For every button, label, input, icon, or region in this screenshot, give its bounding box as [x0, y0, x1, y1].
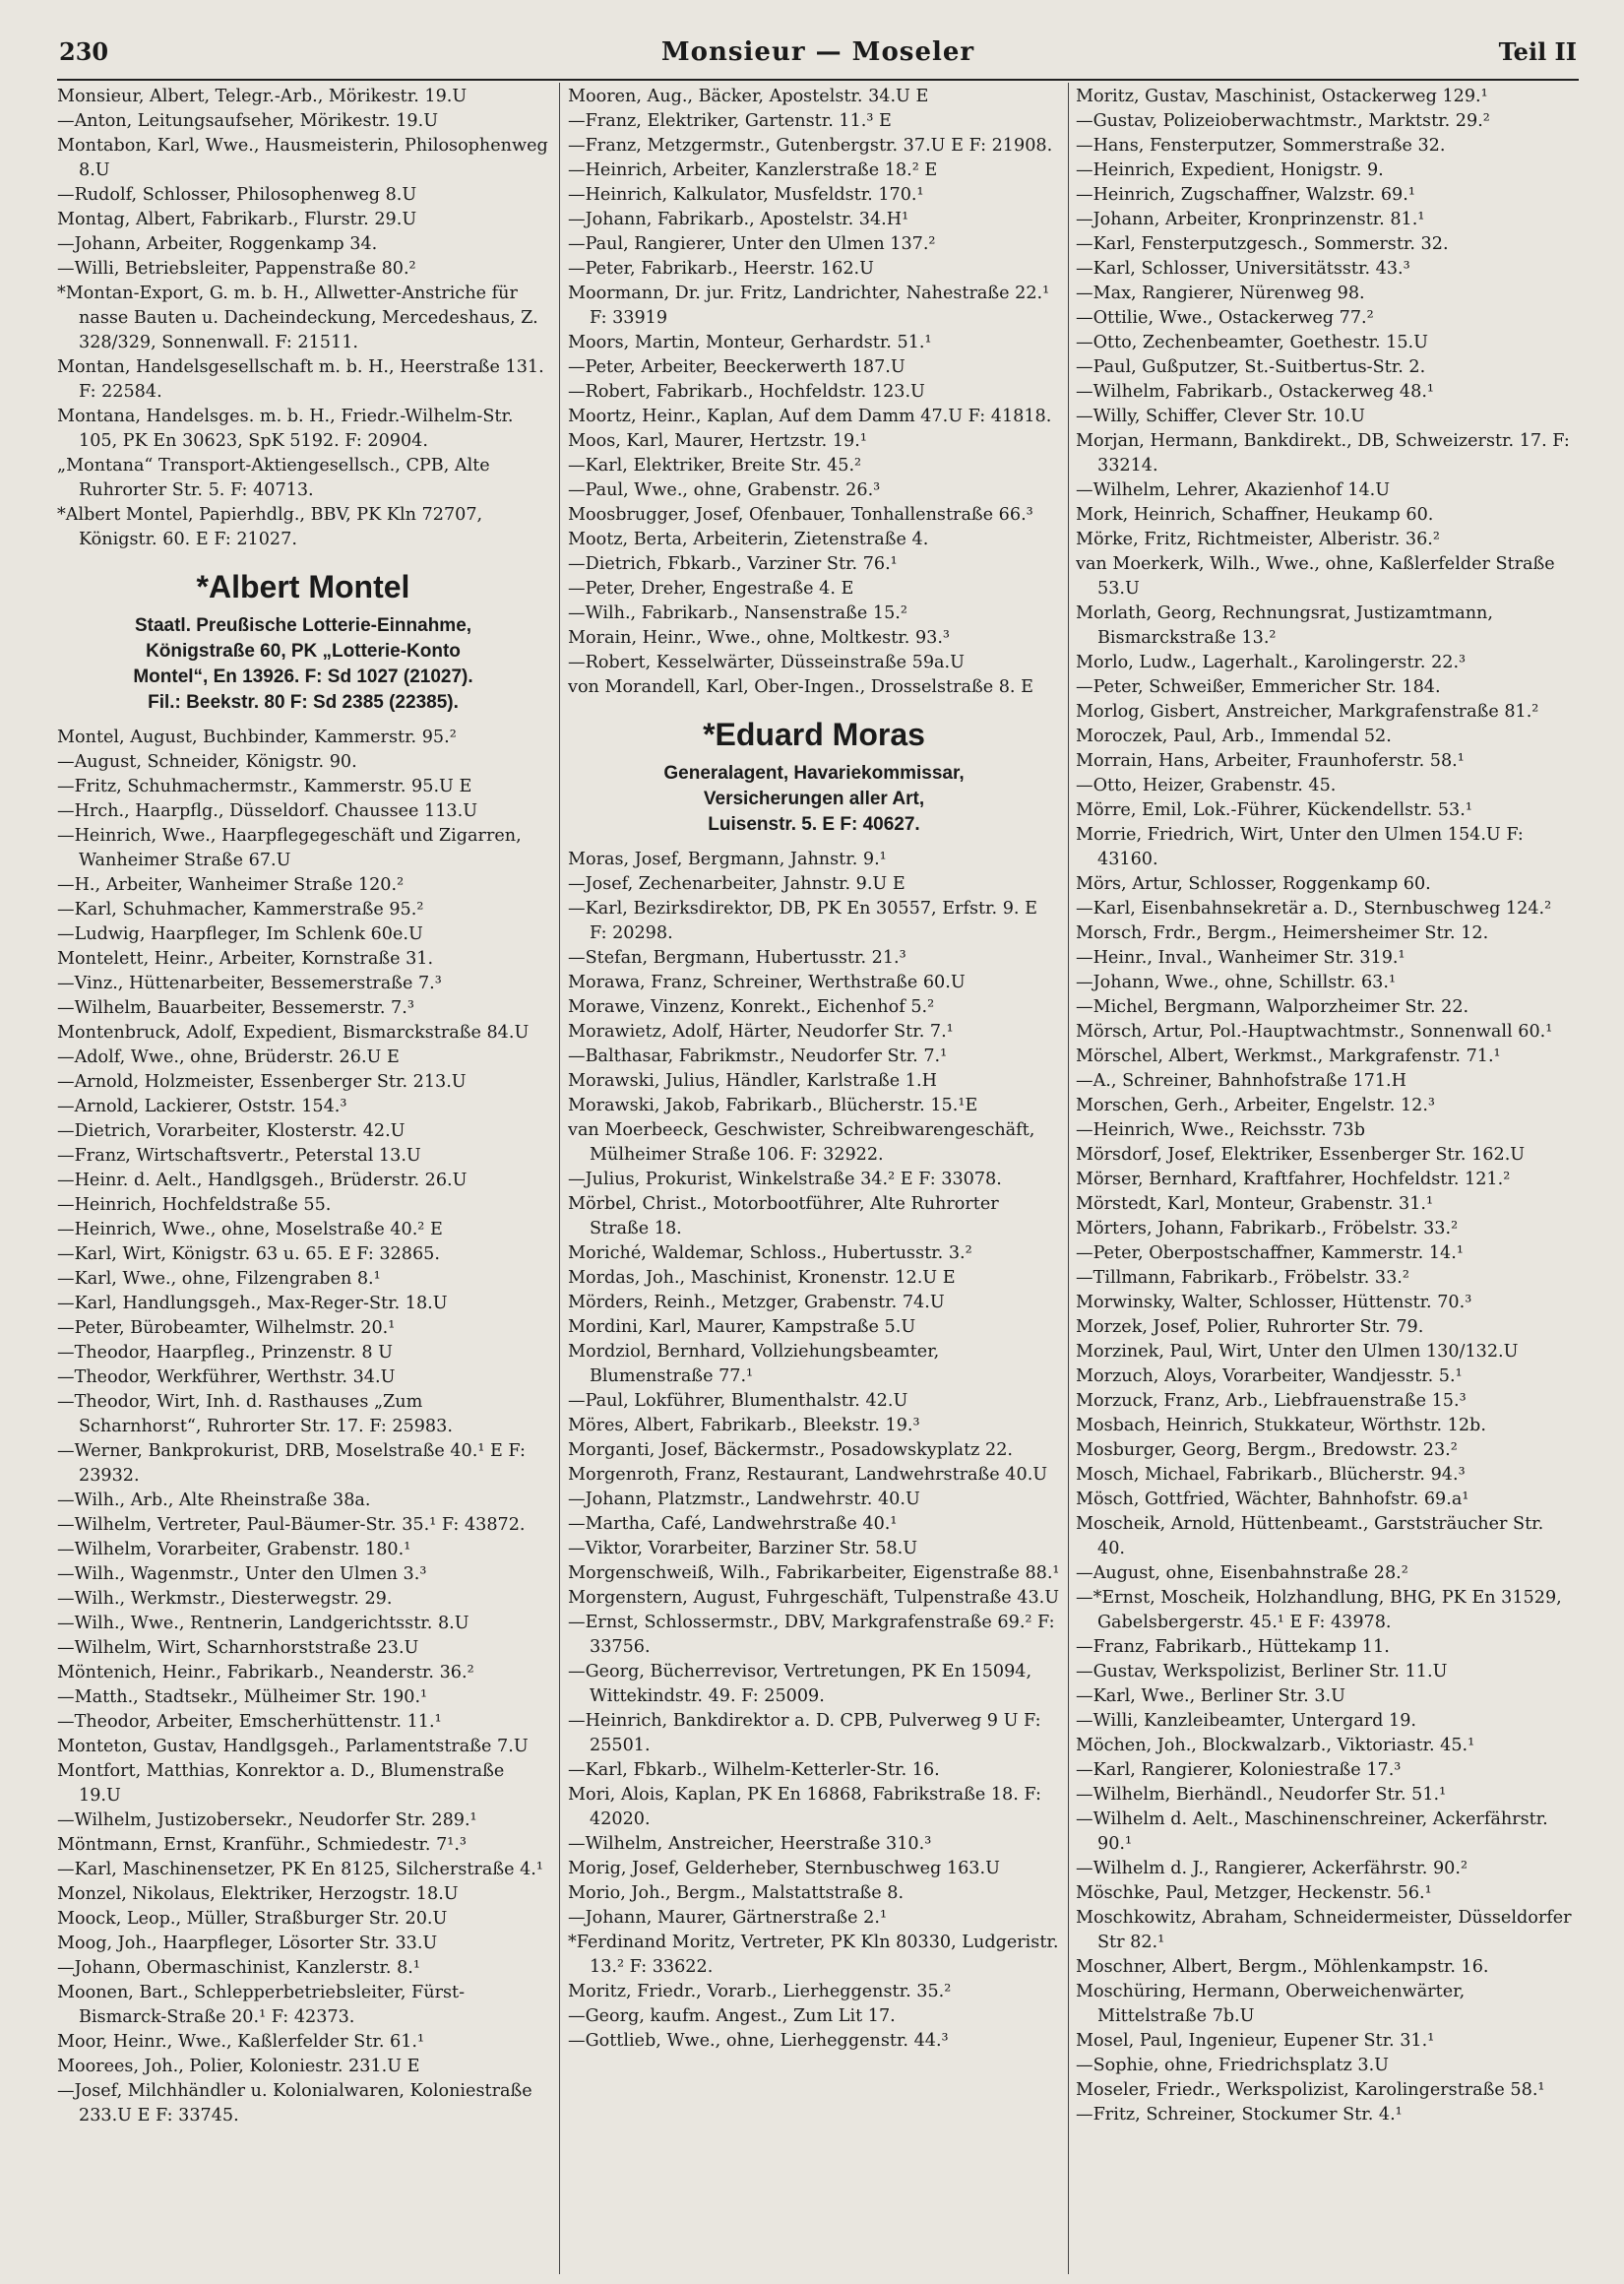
directory-entry: —Karl, Handlungsgeh., Max-Reger-Str. 18.U	[57, 1294, 448, 1313]
directory-entry: —Theodor, Wirt, Inh. d. Rasthauses „Zum Scharnhorst“, Ruhrorter Str. 17. F: 25983.	[57, 1392, 453, 1436]
directory-entry: —Wilhelm d. J., Rangierer, Ackerfährstr. 90.²	[1076, 1859, 1468, 1878]
header-rule	[57, 79, 1579, 81]
directory-entry: —Karl, Fbkarb., Wilhelm-Ketterler-Str. 16.	[568, 1760, 940, 1780]
directory-entry: —Sophie, ohne, Friedrichsplatz 3.U	[1076, 2056, 1390, 2075]
directory-entry: —Karl, Wwe., Berliner Str. 3.U	[1076, 1686, 1345, 1706]
directory-entry: Mosch, Michael, Fabrikarb., Blücherstr. 94.³	[1076, 1465, 1466, 1485]
directory-entry: —Karl, Schuhmacher, Kammerstraße 95.²	[57, 900, 424, 920]
directory-entry: Montfort, Matthias, Konrektor a. D., Blumenstraße 19.U	[57, 1761, 505, 1806]
directory-entry: —Wilh., Arb., Alte Rheinstraße 38a.	[57, 1491, 371, 1510]
directory-entry: Möchen, Joh., Blockwalzarb., Viktoriastr. 45.¹	[1076, 1736, 1475, 1755]
directory-entry: —Adolf, Wwe., ohne, Brüderstr. 26.U E	[57, 1047, 400, 1067]
directory-entry: *Albert Montel, Papierhdlg., BBV, PK Kln 72707, Königstr. 60. E F: 21027.	[57, 505, 483, 549]
directory-entry: —Martha, Café, Landwehrstraße 40.¹	[568, 1514, 898, 1534]
directory-entry: —Wilhelm d. Aelt., Maschinenschreiner, Ackerfährstr. 90.¹	[1076, 1809, 1548, 1854]
directory-entry: —Johann, Platzmstr., Landwehrstr. 40.U	[568, 1490, 920, 1509]
directory-entry: —Theodor, Haarpfleg., Prinzenstr. 8 U	[57, 1343, 393, 1363]
page-number: 230	[59, 37, 109, 66]
directory-entry: —Peter, Schweißer, Emmericher Str. 184.	[1076, 677, 1441, 697]
directory-entry: Mörders, Reinh., Metzger, Grabenstr. 74.U	[568, 1293, 945, 1312]
directory-entry: Möntmann, Ernst, Kranführ., Schmiedestr. 7¹.³	[57, 1835, 467, 1855]
directory-entry: —Wilh., Fabrikarb., Nansenstraße 15.²	[568, 603, 907, 623]
directory-entry: Montabon, Karl, Wwe., Hausmeisterin, Philosophenweg 8.U	[57, 136, 548, 180]
directory-entry: —Franz, Elektriker, Gartenstr. 11.³ E	[568, 111, 892, 131]
directory-entry: Morig, Josef, Gelderheber, Sternbuschweg 163.U	[568, 1859, 1000, 1878]
directory-entry: —Wilh., Werkmstr., Diesterwegstr. 29.	[57, 1589, 393, 1609]
directory-entry: —Ottilie, Wwe., Ostackerweg 77.²	[1076, 308, 1374, 328]
spacer	[568, 838, 1060, 848]
directory-entry: Mörschel, Albert, Werkmst., Markgrafenstr. 71.¹	[1076, 1047, 1501, 1066]
directory-entry: —Heinr., Inval., Wanheimer Str. 319.¹	[1076, 948, 1405, 968]
directory-entry: —Theodor, Werkführer, Werthstr. 34.U	[57, 1367, 396, 1387]
directory-entry: —Heinrich, Kalkulator, Musfeldstr. 170.¹	[568, 185, 924, 205]
directory-entry: —Josef, Milchhändler u. Kolonialwaren, Koloniestraße 233.U E F: 33745.	[57, 2081, 532, 2125]
directory-entry: Mörser, Bernhard, Kraftfahrer, Hochfeldstr. 121.²	[1076, 1170, 1511, 1189]
directory-entry: von Morandell, Karl, Ober-Ingen., Drosselstraße 8. E	[568, 677, 1033, 697]
directory-entry: Montelett, Heinr., Arbeiter, Kornstraße 31.	[57, 949, 434, 969]
directory-entry: —Fritz, Schreiner, Stockumer Str. 4.¹	[1076, 2105, 1403, 2125]
column-2	[568, 85, 1060, 2272]
directory-entry: —Viktor, Vorarbeiter, Barziner Str. 58.U	[568, 1539, 918, 1558]
directory-entry: —Willi, Betriebsleiter, Pappenstraße 80.²	[57, 259, 416, 279]
directory-entry: Moonen, Bart., Schlepperbetriebsleiter, Fürst-Bismarck-Straße 20.¹ F: 42373.	[57, 1983, 466, 2027]
directory-entry: Mörsdorf, Josef, Elektriker, Essenberger Str. 162.U	[1076, 1145, 1526, 1165]
advertisement-line: Luisenstr. 5. E F: 40627.	[708, 814, 920, 835]
directory-entry: Moschüring, Hermann, Oberweichenwärter, Mittelstraße 7b.U	[1076, 1982, 1466, 2026]
directory-entry: van Moerbeeck, Geschwister, Schreibwarengeschäft, Mülheimer Straße 106. F: 32922.	[568, 1120, 1035, 1165]
directory-entry: —Karl, Maschinensetzer, PK En 8125, Silcherstraße 4.¹	[57, 1860, 543, 1879]
directory-entry: —Dietrich, Vorarbeiter, Klosterstr. 42.U	[57, 1121, 406, 1141]
directory-entry: —Gottlieb, Wwe., ohne, Lierheggenstr. 44.³	[568, 2031, 949, 2051]
directory-entry: —Wilh., Wwe., Rentnerin, Landgerichtsstr. 8.U	[57, 1614, 469, 1633]
directory-entry: Morschen, Gerh., Arbeiter, Engelstr. 12.³	[1076, 1096, 1435, 1115]
directory-entry: Mörke, Fritz, Richtmeister, Alberistr. 36.²	[1076, 530, 1440, 549]
directory-entry: —Matth., Stadtsekr., Mülheimer Str. 190.¹	[57, 1687, 428, 1707]
directory-entry: Mörsch, Artur, Pol.-Hauptwachtmstr., Sonnenwall 60.¹	[1076, 1022, 1553, 1042]
directory-entry: —Robert, Kesselwärter, Düsseinstraße 59a.U	[568, 653, 965, 672]
directory-entry: Moschkowitz, Abraham, Schneidermeister, Düsseldorfer Str 82.¹	[1076, 1908, 1572, 1952]
advertisement-line: Generalagent, Havariekommissar,	[663, 763, 965, 784]
column-1	[57, 85, 549, 2272]
advertisement-line: Fil.: Beekstr. 80 F: Sd 2385 (22385).	[148, 692, 459, 713]
directory-entry: —Ernst, Schlossermstr., DBV, Markgrafenstraße 69.² F: 33756.	[568, 1613, 1055, 1657]
directory-entry: —Josef, Zechenarbeiter, Jahnstr. 9.U E	[568, 874, 906, 894]
directory-entry: Morganti, Josef, Bäckermstr., Posadowskyplatz 22.	[568, 1440, 1013, 1460]
advertisement-title: *Eduard Moras	[703, 717, 925, 752]
directory-entry: Montel, August, Buchbinder, Kammerstr. 95.²	[57, 728, 457, 747]
directory-entry: —Hrch., Haarpflg., Düsseldorf. Chaussee 113.U	[57, 801, 478, 821]
directory-entry: Mosel, Paul, Ingenieur, Eupener Str. 31.¹	[1076, 2031, 1435, 2051]
directory-entry: Morwinsky, Walter, Schlosser, Hüttenstr. 70.³	[1076, 1293, 1472, 1312]
directory-entry: Möres, Albert, Fabrikarb., Bleekstr. 19.³	[568, 1416, 920, 1435]
directory-entry: —Gustav, Werkspolizist, Berliner Str. 11.U	[1076, 1662, 1448, 1681]
column-divider	[1068, 83, 1069, 2274]
directory-entry: Moseler, Friedr., Werkspolizist, Karolingerstraße 58.¹	[1076, 2080, 1545, 2100]
advertisement-line: Versicherungen aller Art,	[703, 789, 925, 809]
directory-entry: Morawa, Franz, Schreiner, Werthstraße 60.U	[568, 973, 966, 992]
directory-entry: —Wilhelm, Bierhändl., Neudorfer Str. 51.¹	[1076, 1785, 1447, 1805]
column-divider	[559, 83, 560, 2274]
directory-entry: Moosbrugger, Josef, Ofenbauer, Tonhallenstraße 66.³	[568, 505, 1033, 525]
directory-entry: —Johann, Obermaschinist, Kanzlerstr. 8.¹	[57, 1958, 420, 1978]
directory-entry: *Ferdinand Moritz, Vertreter, PK Kln 80330, Ludgeristr. 13.² F: 33622.	[568, 1933, 1059, 1977]
directory-entry: Morawietz, Adolf, Härter, Neudorfer Str. 7.¹	[568, 1022, 954, 1042]
directory-entry: —Wilhelm, Lehrer, Akazienhof 14.U	[1076, 480, 1391, 500]
directory-entry: Morzek, Josef, Polier, Ruhrorter Str. 79.	[1076, 1317, 1424, 1337]
directory-entry: —Wilhelm, Anstreicher, Heerstraße 310.³	[568, 1834, 932, 1854]
directory-entry: Mori, Alois, Kaplan, PK En 16868, Fabrikstraße 18. F: 42020.	[568, 1785, 1041, 1829]
directory-entry: —Wilh., Wagenmstr., Unter den Ulmen 3.³	[57, 1564, 427, 1584]
directory-entry: —*Ernst, Moscheik, Holzhandlung, BHG, PK En 31529, Gabelsbergerstr. 45.¹ E F: 43978.	[1076, 1588, 1562, 1632]
directory-entry: Morlog, Gisbert, Anstreicher, Markgrafenstraße 81.²	[1076, 702, 1539, 722]
directory-entry: Morzinek, Paul, Wirt, Unter den Ulmen 130/132.U	[1076, 1342, 1519, 1362]
directory-entry: —Franz, Metzgermstr., Gutenbergstr. 37.U E F: 21908.	[568, 136, 1053, 156]
advertisement-line: Staatl. Preußische Lotterie-Einnahme,	[134, 615, 472, 636]
directory-entry: Moorees, Joh., Polier, Koloniestr. 231.U E	[57, 2057, 420, 2076]
advertisement-block	[57, 566, 549, 726]
directory-entry: —Paul, Wwe., ohne, Grabenstr. 26.³	[568, 480, 881, 500]
directory-entry: —Johann, Arbeiter, Kronprinzenstr. 81.¹	[1076, 210, 1425, 229]
directory-entry: —Willi, Kanzleibeamter, Untergard 19.	[1076, 1711, 1416, 1731]
directory-entry: —Karl, Elektriker, Breite Str. 45.²	[568, 456, 862, 476]
directory-entry: Moras, Josef, Bergmann, Jahnstr. 9.¹	[568, 850, 887, 869]
directory-entry: —Heinrich, Wwe., Reichsstr. 73b	[1076, 1120, 1365, 1140]
directory-entry: —Johann, Wwe., ohne, Schillstr. 63.¹	[1076, 973, 1397, 992]
directory-entry: Mörre, Emil, Lok.-Führer, Kückendellstr. 53.¹	[1076, 800, 1472, 820]
directory-entry: —Paul, Gußputzer, St.-Suitbertus-Str. 2.	[1076, 357, 1426, 377]
directory-entry: Mork, Heinrich, Schaffner, Heukamp 60.	[1076, 505, 1434, 525]
directory-entry: —Heinrich, Bankdirektor a. D. CPB, Pulverweg 9 U F: 25501.	[568, 1711, 1041, 1755]
directory-entry: —Anton, Leitungsaufseher, Mörikestr. 19.U	[57, 111, 439, 131]
directory-entry: —Balthasar, Fabrikmstr., Neudorfer Str. 7.¹	[568, 1047, 948, 1066]
directory-entry: —Werner, Bankprokurist, DRB, Moselstraße 40.¹ E F: 23932.	[57, 1441, 526, 1486]
directory-entry: Möschke, Paul, Metzger, Heckenstr. 56.¹	[1076, 1883, 1432, 1903]
directory-entry: —Arnold, Lackierer, Oststr. 154.³	[57, 1097, 347, 1116]
directory-entry: —Heinrich, Zugschaffner, Walzstr. 69.¹	[1076, 185, 1415, 205]
directory-entry: —Georg, Bücherrevisor, Vertretungen, PK En 15094, Wittekindstr. 49. F: 25009.	[568, 1662, 1032, 1706]
directory-entry: —August, ohne, Eisenbahnstraße 28.²	[1076, 1563, 1408, 1583]
directory-entry: Morawski, Jakob, Fabrikarb., Blücherstr. 15.¹E	[568, 1096, 978, 1115]
directory-entry: Moors, Martin, Monteur, Gerhardstr. 51.¹	[568, 333, 932, 352]
directory-entry: —Paul, Lokführer, Blumenthalstr. 42.U	[568, 1391, 908, 1411]
directory-entry: —Karl, Fensterputzgesch., Sommerstr. 32.	[1076, 234, 1449, 254]
directory-entry: Mordas, Joh., Maschinist, Kronenstr. 12.U E	[568, 1268, 956, 1288]
directory-entry: Morjan, Hermann, Bankdirekt., DB, Schweizerstr. 17. F: 33214.	[1076, 431, 1570, 476]
directory-entry: Monteton, Gustav, Handlgsgeh., Parlamentstraße 7.U	[57, 1737, 529, 1756]
directory-entry: —Peter, Fabrikarb., Heerstr. 162.U	[568, 259, 874, 279]
directory-entry: —Gustav, Polizeioberwachtmstr., Marktstr. 29.²	[1076, 111, 1490, 131]
directory-entry: —Otto, Zechenbeamter, Goethestr. 15.U	[1076, 333, 1428, 352]
directory-entry: —Stefan, Bergmann, Hubertusstr. 21.³	[568, 948, 906, 968]
directory-entry: —Tillmann, Fabrikarb., Fröbelstr. 33.²	[1076, 1268, 1409, 1288]
spacer	[57, 716, 549, 726]
directory-entry: Montag, Albert, Fabrikarb., Flurstr. 29.U	[57, 210, 417, 229]
page-title: Monsieur — Moseler	[660, 37, 975, 67]
directory-entry: Morain, Heinr., Wwe., ohne, Moltkestr. 93.³	[568, 628, 950, 648]
directory-entry: —Peter, Arbeiter, Beeckerwerth 187.U	[568, 357, 906, 377]
directory-entry: Moscheik, Arnold, Hüttenbeamt., Garststräucher Str. 40.	[1076, 1514, 1544, 1558]
directory-entry: Moritz, Friedr., Vorarb., Lierheggenstr. 35.²	[568, 1982, 952, 2001]
directory-entry: —Heinrich, Arbeiter, Kanzlerstraße 18.² E	[568, 160, 938, 180]
directory-entry: van Moerkerk, Wilh., Wwe., ohne, Kaßlerfelder Straße 53.U	[1076, 554, 1555, 599]
directory-entry: —Karl, Rangierer, Koloniestraße 17.³	[1076, 1760, 1402, 1780]
directory-entry: —Max, Rangierer, Nürenweg 98.	[1076, 284, 1365, 303]
directory-entry: —Johann, Arbeiter, Roggenkamp 34.	[57, 234, 378, 254]
directory-entry: —Heinrich, Wwe., ohne, Moselstraße 40.² E	[57, 1220, 443, 1239]
directory-entry: Morgenstern, August, Fuhrgeschäft, Tulpenstraße 43.U	[568, 1588, 1060, 1608]
directory-entry: Moor, Heinr., Wwe., Kaßlerfelder Str. 61.¹	[57, 2032, 425, 2052]
directory-entry: Morlath, Georg, Rechnungsrat, Justizamtmann, Bismarckstraße 13.²	[1076, 603, 1493, 648]
directory-entry: —Heinrich, Wwe., Haarpflegegeschäft und Zigarren, Wanheimer Straße 67.U	[57, 826, 522, 870]
directory-entry: —Theodor, Arbeiter, Emscherhüttenstr. 11.¹	[57, 1712, 442, 1732]
directory-entry: Montenbruck, Adolf, Expedient, Bismarckstraße 84.U	[57, 1023, 530, 1043]
directory-entry: Morrie, Friedrich, Wirt, Unter den Ulmen 154.U F: 43160.	[1076, 825, 1524, 869]
directory-entry: Mosburger, Georg, Bergm., Bredowstr. 23.²	[1076, 1440, 1458, 1460]
directory-entry: Mooren, Aug., Bäcker, Apostelstr. 34.U E	[568, 87, 929, 106]
directory-entry: Moos, Karl, Maurer, Hertzstr. 19.¹	[568, 431, 867, 451]
directory-entry: —Peter, Dreher, Engestraße 4. E	[568, 579, 854, 599]
directory-entry: Morawe, Vinzenz, Konrekt., Eichenhof 5.²	[568, 997, 935, 1017]
part-label: Teil II	[1498, 37, 1577, 66]
directory-entry: —Wilhelm, Bauarbeiter, Bessemerstr. 7.³	[57, 998, 414, 1018]
directory-entry: —Peter, Bürobeamter, Wilhelmstr. 20.¹	[57, 1318, 396, 1338]
advertisement-title: *Albert Montel	[196, 569, 410, 604]
directory-entry: —A., Schreiner, Bahnhofstraße 171.H	[1076, 1071, 1406, 1091]
directory-entry: Morrain, Hans, Arbeiter, Fraunhoferstr. 58.¹	[1076, 751, 1465, 771]
directory-entry: Montana, Handelsges. m. b. H., Friedr.-Wilhelm-Str. 105, PK En 30623, SpK 5192. F: 20904.	[57, 407, 514, 451]
directory-entry: Mörstedt, Karl, Monteur, Grabenstr. 31.¹	[1076, 1194, 1434, 1214]
directory-entry: Monzel, Nikolaus, Elektriker, Herzogstr. 18.U	[57, 1884, 459, 1904]
directory-entry: Möntenich, Heinr., Fabrikarb., Neanderstr. 36.²	[57, 1663, 474, 1682]
directory-entry: —Robert, Fabrikarb., Hochfeldstr. 123.U	[568, 382, 925, 402]
directory-entry: —Fritz, Schuhmachermstr., Kammerstr. 95.U E	[57, 777, 472, 796]
directory-entry: —Vinz., Hüttenarbeiter, Bessemerstraße 7.³	[57, 974, 442, 993]
directory-entry: Moock, Leop., Müller, Straßburger Str. 20.U	[57, 1909, 448, 1929]
directory-entry: Moog, Joh., Haarpfleger, Lösorter Str. 33.U	[57, 1934, 438, 1953]
directory-entry: Morsch, Frdr., Bergm., Heimersheimer Str. 12.	[1076, 923, 1489, 943]
directory-entry: Montan, Handelsgesellschaft m. b. H., Heerstraße 131. F: 22584.	[57, 357, 544, 402]
directory-entry: Moroczek, Paul, Arb., Immendal 52.	[1076, 727, 1392, 746]
directory-entry: —Wilhelm, Fabrikarb., Ostackerweg 48.¹	[1076, 382, 1434, 402]
directory-entry: —Julius, Prokurist, Winkelstraße 34.² E F: 33078.	[568, 1170, 1002, 1189]
directory-entry: Mosbach, Heinrich, Stukkateur, Wörthstr. 12b.	[1076, 1416, 1486, 1435]
directory-entry: —Wilhelm, Justizobersekr., Neudorfer Str. 289.¹	[57, 1810, 477, 1830]
directory-entry: —Peter, Oberpostschaffner, Kammerstr. 14.¹	[1076, 1243, 1464, 1263]
directory-entry: Mörs, Artur, Schlosser, Roggenkamp 60.	[1076, 874, 1431, 894]
directory-entry: —H., Arbeiter, Wanheimer Straße 120.²	[57, 875, 405, 895]
directory-entry: Moriché, Waldemar, Schloss., Hubertusstr. 3.²	[568, 1243, 972, 1263]
directory-entry: Morawski, Julius, Händler, Karlstraße 1.H	[568, 1071, 937, 1091]
directory-entry: —Heinrich, Expedient, Honigstr. 9.	[1076, 160, 1384, 180]
column-3	[1076, 85, 1576, 2272]
directory-entry: —Michel, Bergmann, Walporzheimer Str. 22.	[1076, 997, 1469, 1017]
directory-entry: Moritz, Gustav, Maschinist, Ostackerweg 129.¹	[1076, 87, 1488, 106]
directory-entry: —Karl, Eisenbahnsekretär a. D., Sternbuschweg 124.²	[1076, 899, 1552, 919]
directory-entry: —Heinr. d. Aelt., Handlgsgeh., Brüderstr. 26.U	[57, 1171, 468, 1190]
directory-entry: Mörbel, Christ., Motorbootführer, Alte Ruhrorter Straße 18.	[568, 1194, 999, 1238]
directory-entry: Mordziol, Bernhard, Vollziehungsbeamter, Blumenstraße 77.¹	[568, 1342, 940, 1386]
directory-entry: —Dietrich, Fbkarb., Varziner Str. 76.¹	[568, 554, 898, 574]
directory-entry: —Rudolf, Schlosser, Philosophenweg 8.U	[57, 185, 417, 205]
directory-entry: —Wilhelm, Vorarbeiter, Grabenstr. 180.¹	[57, 1540, 411, 1559]
directory-entry: Mootz, Berta, Arbeiterin, Zietenstraße 4.	[568, 530, 929, 549]
directory-entry: Morio, Joh., Bergm., Malstattstraße 8.	[568, 1883, 905, 1903]
directory-entry: —Arnold, Holzmeister, Essenberger Str. 213.U	[57, 1072, 467, 1092]
directory-entry: „Montana“ Transport-Aktiengesellsch., CPB, Alte Ruhrorter Str. 5. F: 40713.	[57, 456, 490, 500]
page-header	[59, 37, 1577, 77]
directory-entry: Morgenschweiß, Wilh., Fabrikarbeiter, Eigenstraße 88.¹	[568, 1563, 1060, 1583]
directory-entry: —Karl, Wwe., ohne, Filzengraben 8.¹	[57, 1269, 381, 1289]
directory-entry: Mösch, Gottfried, Wächter, Bahnhofstr. 69.a¹	[1076, 1490, 1469, 1509]
advertisement-line: Königstraße 60, PK „Lotterie-Konto	[146, 641, 461, 662]
directory-entry: Morzuch, Aloys, Vorarbeiter, Wandjesstr. 5.¹	[1076, 1366, 1463, 1386]
directory-entry: Mordini, Karl, Maurer, Kampstraße 5.U	[568, 1317, 916, 1337]
directory-entry: —Franz, Fabrikarb., Hüttekamp 11.	[1076, 1637, 1390, 1657]
directory-entry: —Otto, Heizer, Grabenstr. 45.	[1076, 776, 1337, 795]
directory-entry: —Paul, Rangierer, Unter den Ulmen 137.²	[568, 234, 936, 254]
directory-entry: —Georg, kaufm. Angest., Zum Lit 17.	[568, 2006, 896, 2026]
directory-entry: —Heinrich, Hochfeldstraße 55.	[57, 1195, 332, 1215]
directory-entry: Morlo, Ludw., Lagerhalt., Karolingerstr. 22.³	[1076, 653, 1467, 672]
directory-entry: —Ludwig, Haarpfleger, Im Schlenk 60e.U	[57, 924, 423, 944]
directory-entry: —Wilhelm, Wirt, Scharnhorststraße 23.U	[57, 1638, 419, 1658]
directory-entry: —Karl, Bezirksdirektor, DB, PK En 30557, Erfstr. 9. E F: 20298.	[568, 899, 1037, 943]
directory-entry: Moormann, Dr. jur. Fritz, Landrichter, Nahestraße 22.¹ F: 33919	[568, 284, 1050, 328]
directory-entry: —Wilhelm, Vertreter, Paul-Bäumer-Str. 35.¹ F: 43872.	[57, 1515, 526, 1535]
directory-entry: —Johann, Maurer, Gärtnerstraße 2.¹	[568, 1908, 887, 1928]
directory-entry: —Franz, Wirtschaftsvertr., Peterstal 13.U	[57, 1146, 421, 1166]
directory-entry: Morzuck, Franz, Arb., Liebfrauenstraße 15.³	[1076, 1391, 1467, 1411]
directory-entry: *Montan-Export, G. m. b. H., Allwetter-Anstriche für nasse Bauten u. Dacheindeckung, Mercedeshaus, Z. 328/329, Sonnenwall. F: 21511.	[57, 284, 538, 352]
directory-entry: —Karl, Wirt, Königstr. 63 u. 65. E F: 32865.	[57, 1244, 440, 1264]
directory-entry: —Willy, Schiffer, Clever Str. 10.U	[1076, 407, 1365, 426]
directory-entry: —Johann, Fabrikarb., Apostelstr. 34.H¹	[568, 210, 909, 229]
directory-entry: —Hans, Fensterputzer, Sommerstraße 32.	[1076, 136, 1446, 156]
directory-entry: Morgenroth, Franz, Restaurant, Landwehrstraße 40.U	[568, 1465, 1048, 1485]
directory-entry: —August, Schneider, Königstr. 90.	[57, 752, 357, 772]
directory-entry: Moortz, Heinr., Kaplan, Auf dem Damm 47.U F: 41818.	[568, 407, 1052, 426]
directory-entry: —Karl, Schlosser, Universitätsstr. 43.³	[1076, 259, 1410, 279]
directory-entry: Moschner, Albert, Bergm., Möhlenkampstr. 16.	[1076, 1957, 1489, 1977]
directory-entry: Monsieur, Albert, Telegr.-Arb., Mörikestr. 19.U	[57, 87, 468, 106]
advertisement-block	[568, 714, 1060, 848]
directory-entry: Mörters, Johann, Fabrikarb., Fröbelstr. 33.²	[1076, 1219, 1459, 1238]
advertisement-line: Montel“, En 13926. F: Sd 1027 (21027).	[133, 666, 473, 687]
